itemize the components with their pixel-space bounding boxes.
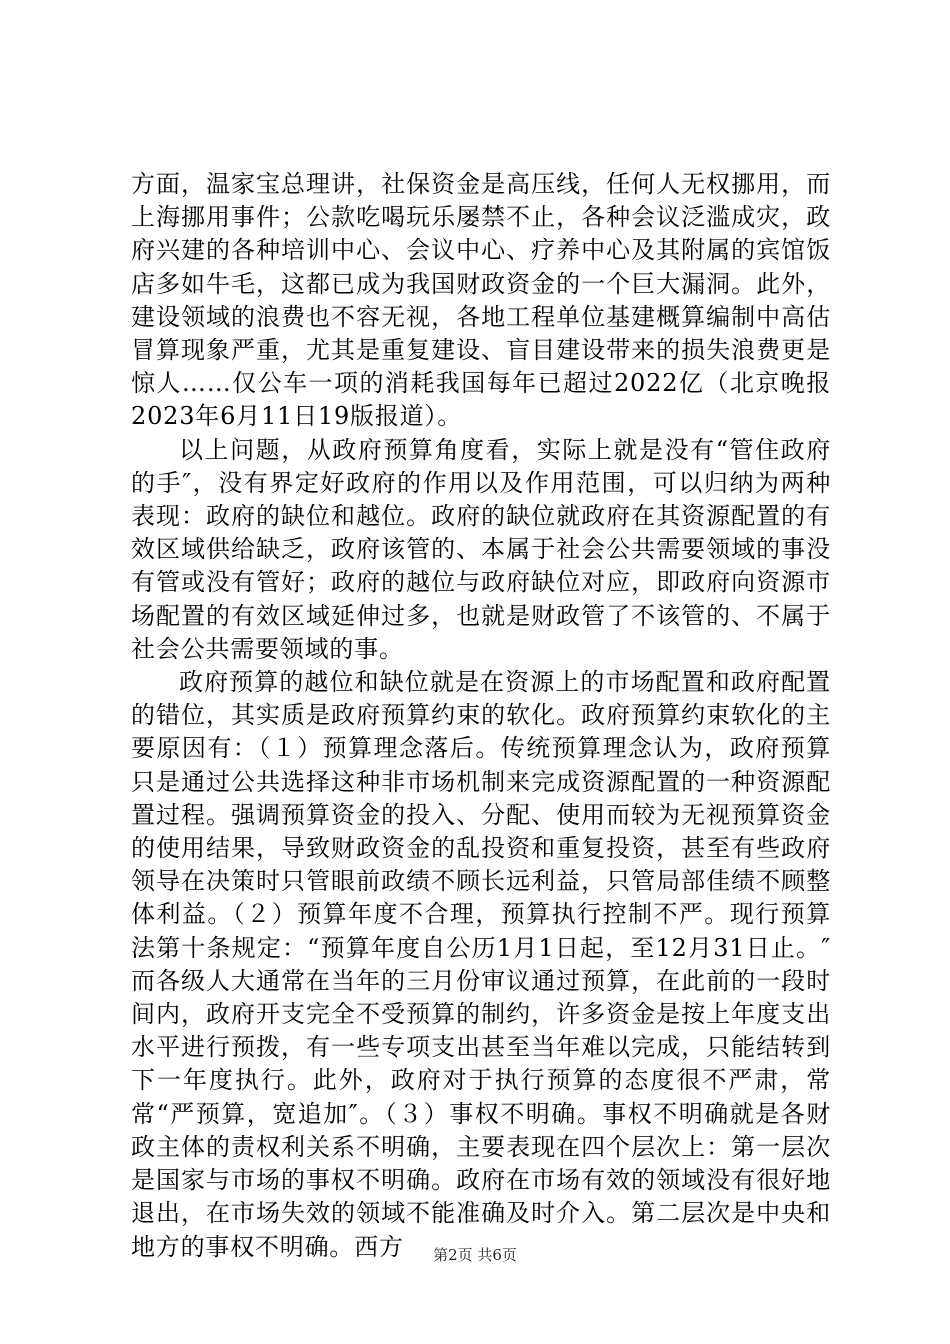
page-footer: 第2页 共6页 xyxy=(433,1246,517,1264)
paragraph-2: 以上问题，从政府预算角度看，实际上就是没有“管住政府的手″，没有界定好政府的作用以及作用范围，可以归纳为两种表现：政府的缺位和越位。政府的缺位就政府在其资源配置的有效区域供给缺乏，政府该管的、本属于社会公共需要领域的事没有管或没有管好；政府的越位与政府缺位对应，即政府向资源市场配置的有效区域延伸过多，也就是财政管了不该管的、不属于社会公共需要领域的事。 xyxy=(131,435,831,663)
paragraph-3: 政府预算的越位和缺位就是在资源上的市场配置和政府配置的错位，其实质是政府预算约束的软化。政府预算约束软化的主要原因有：（１）预算理念落后。传统预算理念认为，政府预算只是通过公共选择这种非市场机制来完成资源配置的一种资源配置过程。强调预算资金的投入、分配、使用而较为无视预算资金的使用结果，导致财政资金的乱投资和重复投资，甚至有些政府领导在决策时只管眼前政绩不顾长远利益，只管局部佳绩不顾整体利益。（２）预算年度不合理，预算执行控制不严。现行预算法第十条规定：“预算年度自公历1月1日起，至12月31日止。″而各级人大通常在当年的三月份审议通过预算，在此前的一段时间内，政府开支完全不受预算的制约，许多资金是按上年度支出水平进行预拨，有一些专项支出甚至当年难以完成，只能结转到下一年度执行。此外，政府对于执行预算的态度很不严肃，常常“严预算，宽追加″。（３）事权不明确。事权不明确就是各财政主体的责权利关系不明确，主要表现在四个层次上：第一层次是国家与市场的事权不明确。政府在市场有效的领域没有很好地退出，在市场失效的领域不能准确及时介入。第二层次是中央和地方的事权不明确。西方 xyxy=(131,668,831,1261)
paragraph-1: 方面，温家宝总理讲，社保资金是高压线，任何人无权挪用，而上海挪用事件；公款吃喝玩乐屡禁不止，各种会议泛滥成灾，政府兴建的各种培训中心、会议中心、疗养中心及其附属的宾馆饭店多如牛毛，这都已成为我国财政资金的一个巨大漏洞。此外，建设领域的浪费也不容无视，各地工程单位基建概算编制中高估冒算现象严重，尤其是重复建设、盲目建设带来的损失浪费更是惊人……仅公车一项的消耗我国每年已超过2022亿（北京晚报2023年6月11日19版报道）。 xyxy=(131,170,831,431)
document-body xyxy=(131,168,831,1264)
